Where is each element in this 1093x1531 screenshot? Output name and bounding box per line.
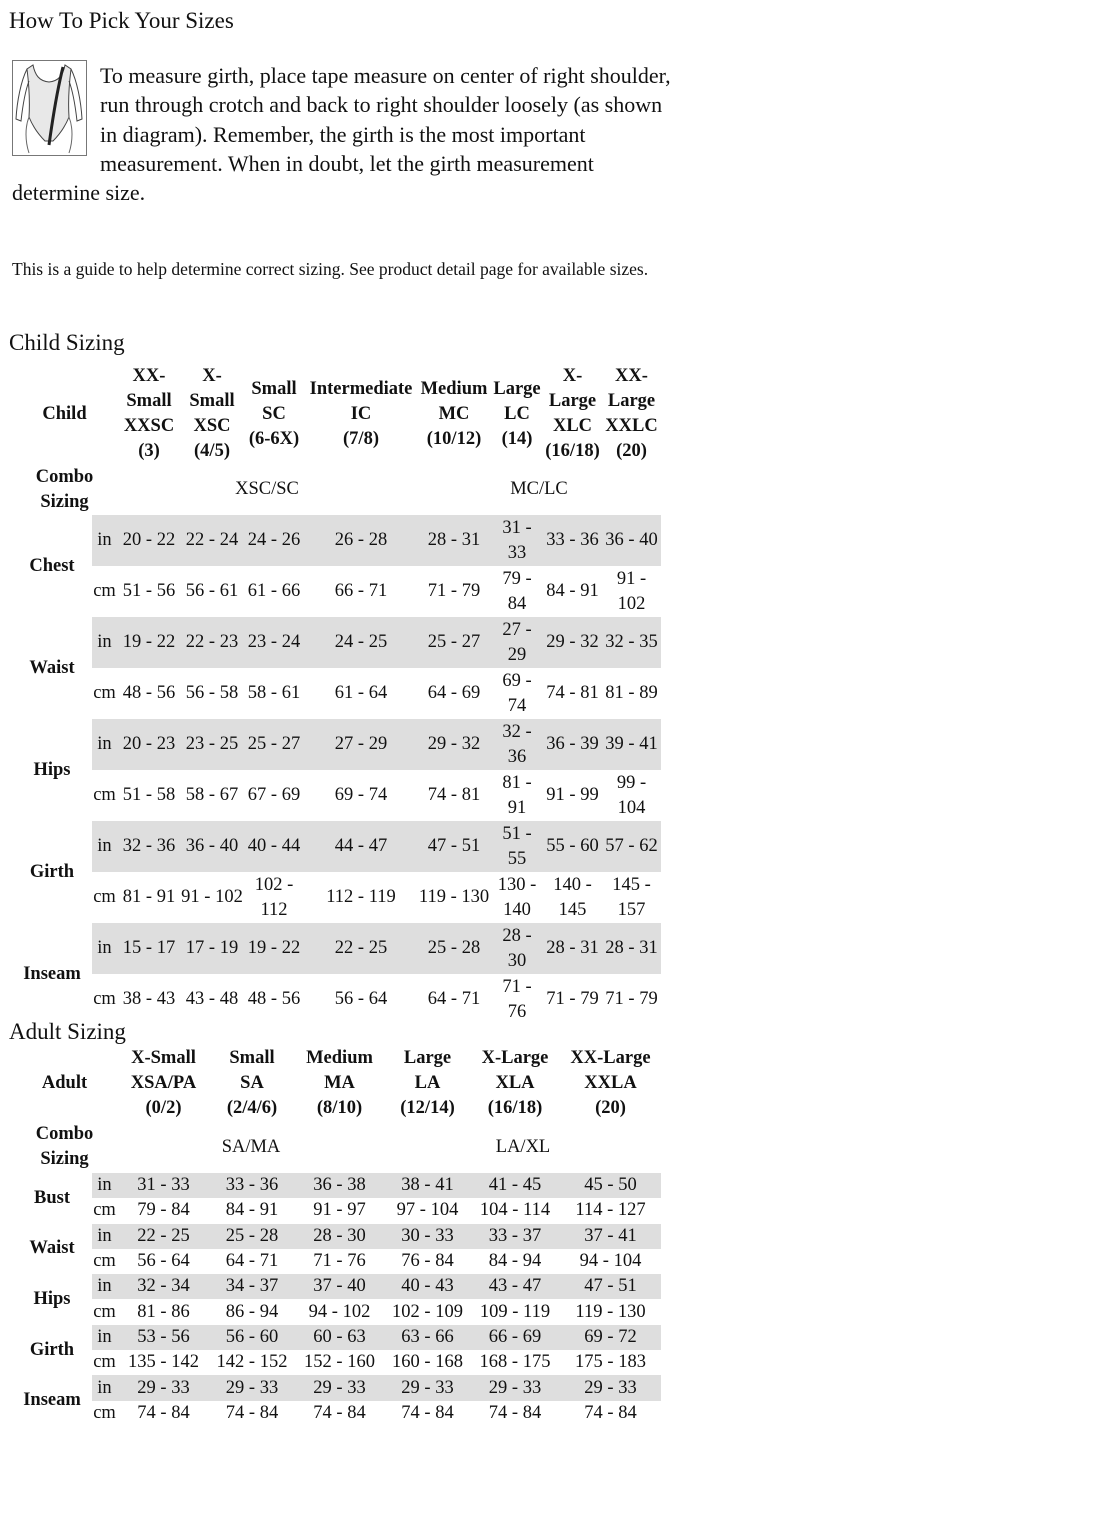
size-header-line: (4/5) — [194, 441, 230, 461]
size-header-line: MC — [438, 403, 470, 424]
table-cell: 48 - 56 — [247, 989, 301, 1009]
table-cell: 74 - 81 — [546, 683, 599, 703]
table-cell: 74 - 84 — [401, 1402, 454, 1423]
table-cell: 99 - 104 — [616, 772, 647, 818]
measurement-row — [12, 770, 661, 821]
unit-label: in — [92, 1173, 117, 1198]
table-cell: 56 - 64 — [137, 1251, 190, 1272]
size-header-line: Medium — [420, 378, 488, 399]
size-header — [417, 364, 491, 464]
table-corner-label: Child — [42, 403, 87, 424]
measuring-instructions: To measure girth, place tape measure on center of right shoulder, run through crotch and back to right shoulder loosely (as shown in diagram). Remember, the girth is the most important measurement. When in doubt, let the girth measurement determine size. — [12, 63, 671, 206]
table-cell: 112 - 119 — [326, 887, 396, 907]
table-cell: 29 - 32 — [543, 617, 602, 668]
size-header-line: SA — [240, 1073, 264, 1093]
table-cell: 64 - 71 — [427, 989, 481, 1009]
unit-label: cm — [93, 683, 116, 703]
table-cell: 31 - 33 — [491, 515, 543, 566]
table-cell: 32 - 36 — [117, 821, 181, 872]
measurement-row — [12, 566, 661, 617]
measurement-label: Girth — [29, 861, 75, 882]
table-cell: 24 - 25 — [305, 617, 417, 668]
table-cell: 71 - 79 — [546, 989, 599, 1009]
table-cell: 32 - 35 — [602, 617, 661, 668]
table-cell: 102 - 112 — [254, 874, 294, 920]
size-header-line: XX-Large — [570, 1048, 651, 1068]
size-header-line: (3) — [138, 441, 160, 461]
table-cell: 39 - 41 — [602, 719, 661, 770]
table-cell: 43 - 48 — [185, 989, 239, 1009]
table-cell: 109 - 119 — [479, 1301, 551, 1322]
measurement-row — [12, 1299, 661, 1324]
table-cell: 168 - 175 — [479, 1352, 551, 1373]
table-cell: 81 - 89 — [605, 683, 658, 703]
table-cell: 45 - 50 — [560, 1173, 661, 1198]
measurement-row — [12, 515, 661, 566]
measurement-row — [12, 668, 661, 719]
table-cell: 28 - 30 — [491, 923, 543, 974]
table-cell: 74 - 81 — [427, 785, 481, 805]
measurement-row — [12, 1325, 661, 1350]
table-cell: 51 - 56 — [122, 581, 176, 601]
table-cell: 51 - 55 — [491, 821, 543, 872]
table-cell: 76 - 84 — [401, 1251, 454, 1272]
combo-value: MC/LC — [510, 479, 568, 499]
table-cell: 22 - 25 — [305, 923, 417, 974]
measurement-label: Girth — [29, 1339, 75, 1360]
measurement-label: Hips — [33, 1288, 71, 1309]
size-header — [470, 1046, 560, 1121]
combo-sizing-label — [12, 1121, 117, 1173]
table-cell: 27 - 29 — [305, 719, 417, 770]
size-header — [210, 1046, 294, 1121]
unit-label: cm — [93, 989, 116, 1009]
measurement-label: Inseam — [23, 963, 81, 984]
table-cell: 25 - 27 — [417, 617, 491, 668]
page-title: How To Pick Your Sizes — [9, 8, 234, 33]
measurement-row — [12, 1224, 661, 1249]
table-cell: 32 - 36 — [491, 719, 543, 770]
table-cell: 24 - 26 — [243, 515, 305, 566]
table-cell: 43 - 47 — [470, 1274, 560, 1299]
combo-label-line: Sizing — [40, 1149, 89, 1169]
size-header-row — [12, 364, 661, 464]
child-sizing-title: Child Sizing — [9, 330, 125, 355]
table-cell: 91 - 102 — [181, 887, 243, 907]
combo-label-line: Combo — [35, 1124, 94, 1144]
table-cell: 60 - 63 — [294, 1325, 385, 1350]
size-header-line: (2/4/6) — [226, 1098, 278, 1118]
table-cell: 57 - 62 — [602, 821, 661, 872]
size-header-line: XX- — [132, 366, 166, 386]
table-cell: 119 - 130 — [418, 887, 490, 907]
table-cell: 28 - 31 — [543, 923, 602, 974]
table-cell: 69 - 74 — [334, 785, 388, 805]
size-header-line: Large — [493, 378, 541, 399]
size-header-line: XSA/PA — [130, 1073, 197, 1093]
size-header — [560, 1046, 661, 1121]
table-cell: 58 - 61 — [247, 683, 301, 703]
table-cell: 79 - 84 — [137, 1200, 190, 1221]
table-cell: 63 - 66 — [385, 1325, 470, 1350]
measurement-row — [12, 1375, 661, 1400]
unit-label: in — [92, 821, 117, 872]
child-sizing-table — [12, 364, 661, 1025]
size-header-line: XXLA — [584, 1073, 637, 1093]
table-cell: 37 - 40 — [294, 1274, 385, 1299]
table-cell: 61 - 64 — [334, 683, 388, 703]
table-cell: 36 - 40 — [602, 515, 661, 566]
unit-label: in — [92, 719, 117, 770]
table-cell: 48 - 56 — [122, 683, 176, 703]
table-cell: 55 - 60 — [543, 821, 602, 872]
table-cell: 28 - 31 — [602, 923, 661, 974]
table-cell: 28 - 30 — [294, 1224, 385, 1249]
table-cell: 56 - 64 — [334, 989, 388, 1009]
table-cell: 69 - 72 — [560, 1325, 661, 1350]
size-header-line: (16/18) — [487, 1098, 543, 1118]
measurement-row — [12, 617, 661, 668]
table-cell: 29 - 33 — [470, 1375, 560, 1400]
unit-label: cm — [93, 887, 116, 907]
unit-label: in — [92, 1274, 117, 1299]
table-cell: 114 - 127 — [575, 1200, 646, 1221]
unit-label: in — [92, 1325, 117, 1350]
size-header-line: XXLC — [605, 416, 658, 436]
size-header — [491, 364, 543, 464]
table-cell: 91 - 97 — [313, 1200, 366, 1221]
unit-label: in — [92, 515, 117, 566]
size-header-line: (8/10) — [316, 1098, 363, 1118]
table-cell: 47 - 51 — [560, 1274, 661, 1299]
table-cell: 56 - 60 — [210, 1325, 294, 1350]
table-cell: 20 - 23 — [117, 719, 181, 770]
table-cell: 22 - 25 — [117, 1224, 210, 1249]
size-header — [117, 1046, 210, 1121]
table-cell: 28 - 31 — [417, 515, 491, 566]
table-cell: 58 - 67 — [185, 785, 239, 805]
size-header-line: Small — [126, 391, 172, 411]
size-header-line: (6-6X) — [248, 428, 300, 449]
size-header-line: Medium — [306, 1048, 373, 1068]
size-header — [602, 364, 661, 464]
measurement-row — [12, 1274, 661, 1299]
sizing-guide-note: This is a guide to help determine correct sizing. See product detail page for available sizes. — [12, 259, 649, 279]
size-header-line: (7/8) — [343, 428, 379, 449]
measurement-row — [12, 719, 661, 770]
size-header-line: XXSC — [123, 416, 175, 436]
adult-sizing-title: Adult Sizing — [9, 1019, 126, 1044]
table-cell: 84 - 91 — [546, 581, 599, 601]
combo-sizing-row — [12, 1121, 661, 1173]
size-header — [385, 1046, 470, 1121]
unit-label: in — [92, 1224, 117, 1249]
table-cell: 71 - 79 — [605, 989, 658, 1009]
unit-label: in — [92, 617, 117, 668]
table-cell: 94 - 102 — [308, 1301, 371, 1322]
unit-label: cm — [93, 1352, 116, 1373]
table-cell: 33 - 37 — [470, 1224, 560, 1249]
table-cell: 40 - 44 — [243, 821, 305, 872]
size-header-line: X- — [562, 366, 583, 386]
size-header-line: (10/12) — [426, 428, 482, 449]
table-cell: 56 - 61 — [185, 581, 239, 601]
table-cell: 140 - 145 — [553, 874, 592, 920]
table-cell: 51 - 58 — [122, 785, 176, 805]
table-cell: 175 - 183 — [575, 1352, 646, 1373]
table-cell: 25 - 28 — [417, 923, 491, 974]
table-cell: 32 - 34 — [117, 1274, 210, 1299]
size-header-line: X- — [202, 366, 222, 386]
unit-label: cm — [93, 785, 116, 805]
table-cell: 84 - 91 — [225, 1200, 279, 1221]
table-cell: 33 - 36 — [210, 1173, 294, 1198]
table-cell: 97 - 104 — [396, 1200, 459, 1221]
table-cell: 91 - 102 — [616, 568, 647, 614]
table-cell: 91 - 99 — [546, 785, 599, 805]
size-header-line: IC — [350, 403, 372, 424]
table-cell: 74 - 84 — [137, 1402, 190, 1423]
unit-label: in — [92, 1375, 117, 1400]
size-header-line: Large — [607, 391, 656, 411]
size-header-line: XSC — [193, 416, 231, 436]
table-cell: 25 - 27 — [243, 719, 305, 770]
table-cell: 71 - 76 — [502, 976, 532, 1022]
table-cell: 41 - 45 — [470, 1173, 560, 1198]
table-cell: 71 - 76 — [313, 1251, 366, 1272]
table-cell: 53 - 56 — [117, 1325, 210, 1350]
size-header-line: Large — [548, 391, 597, 411]
table-cell: 29 - 33 — [560, 1375, 661, 1400]
size-header-line: X-Small — [131, 1048, 196, 1068]
combo-label-line: Combo — [35, 466, 94, 487]
measurement-label: Hips — [33, 759, 71, 780]
measurement-label: Bust — [34, 1187, 70, 1208]
size-header-line: (20) — [616, 441, 647, 461]
table-cell: 81 - 86 — [137, 1301, 190, 1322]
table-cell: 47 - 51 — [417, 821, 491, 872]
measurement-row — [12, 923, 661, 974]
table-cell: 84 - 94 — [488, 1251, 542, 1272]
size-header-line: (16/18) — [545, 441, 600, 461]
combo-label-line: Sizing — [40, 491, 89, 512]
table-cell: 23 - 24 — [243, 617, 305, 668]
combo-sizing-row — [12, 464, 661, 515]
measurement-label: Waist — [29, 657, 75, 678]
measurement-label: Inseam — [23, 1390, 81, 1411]
table-cell: 119 - 130 — [575, 1301, 646, 1322]
table-corner-label: Adult — [41, 1073, 88, 1093]
unit-label: cm — [93, 1251, 116, 1272]
table-cell: 33 - 36 — [543, 515, 602, 566]
table-cell: 94 - 104 — [579, 1251, 642, 1272]
size-header-line: XLC — [552, 416, 593, 436]
combo-value: XSC/SC — [235, 479, 299, 499]
size-header-line: Large — [403, 1048, 452, 1068]
adult-sizing-table — [12, 1046, 661, 1426]
table-cell: 145 - 157 — [612, 874, 651, 920]
measurement-label: Waist — [29, 1238, 75, 1259]
unit-label: cm — [93, 1301, 116, 1322]
table-cell: 135 - 142 — [128, 1352, 199, 1373]
table-cell: 23 - 25 — [181, 719, 243, 770]
size-header-line: MA — [324, 1073, 355, 1093]
unit-label: in — [92, 923, 117, 974]
measurement-row — [12, 872, 661, 923]
table-cell: 130 - 140 — [497, 874, 537, 920]
table-cell: 56 - 58 — [185, 683, 239, 703]
table-cell: 29 - 33 — [210, 1375, 294, 1400]
table-cell: 66 - 71 — [334, 581, 388, 601]
size-header — [305, 364, 417, 464]
measurement-row — [12, 1249, 661, 1274]
table-cell: 160 - 168 — [392, 1352, 463, 1373]
combo-value: LA/XL — [495, 1136, 551, 1157]
size-header-line: Small — [189, 391, 235, 411]
measurement-row — [12, 1198, 661, 1223]
table-cell: 29 - 33 — [385, 1375, 470, 1400]
table-cell: 26 - 28 — [305, 515, 417, 566]
size-header-line: (14) — [501, 428, 533, 449]
table-cell: 29 - 33 — [117, 1375, 210, 1400]
table-cell: 27 - 29 — [491, 617, 543, 668]
size-header-line: (0/2) — [145, 1098, 182, 1118]
size-header — [117, 364, 181, 464]
unit-label: cm — [93, 581, 116, 601]
table-cell: 74 - 84 — [225, 1402, 279, 1423]
combo-value: SA/MA — [221, 1136, 281, 1157]
measurement-row — [12, 821, 661, 872]
table-cell: 31 - 33 — [117, 1173, 210, 1198]
table-cell: 66 - 69 — [470, 1325, 560, 1350]
measurement-row — [12, 1401, 661, 1426]
table-cell: 15 - 17 — [117, 923, 181, 974]
table-cell: 81 - 91 — [502, 772, 532, 818]
table-cell: 29 - 33 — [294, 1375, 385, 1400]
table-cell: 17 - 19 — [181, 923, 243, 974]
table-cell: 36 - 39 — [543, 719, 602, 770]
measurement-label: Chest — [29, 555, 75, 576]
table-cell: 74 - 84 — [584, 1402, 637, 1423]
unit-label: cm — [93, 1402, 116, 1423]
size-header-line: SC — [262, 403, 286, 424]
table-cell: 86 - 94 — [225, 1301, 279, 1322]
table-cell: 142 - 152 — [216, 1352, 288, 1373]
table-cell: 29 - 32 — [417, 719, 491, 770]
unit-label: cm — [93, 1200, 116, 1221]
table-cell: 152 - 160 — [304, 1352, 375, 1373]
measurement-row — [12, 1173, 661, 1198]
table-cell: 69 - 74 — [502, 670, 532, 716]
table-cell: 30 - 33 — [385, 1224, 470, 1249]
table-cell: 38 - 41 — [385, 1173, 470, 1198]
size-header-line: XLA — [495, 1073, 535, 1093]
table-cell: 64 - 69 — [427, 683, 481, 703]
table-cell: 22 - 24 — [181, 515, 243, 566]
size-header-row — [12, 1046, 661, 1121]
measurement-row — [12, 974, 661, 1025]
size-header-line: X-Large — [481, 1048, 549, 1068]
table-cell: 20 - 22 — [117, 515, 181, 566]
table-cell: 74 - 84 — [313, 1402, 366, 1423]
size-header — [181, 364, 243, 464]
size-header — [243, 364, 305, 464]
table-cell: 36 - 40 — [181, 821, 243, 872]
table-cell: 71 - 79 — [427, 581, 481, 601]
size-header — [294, 1046, 385, 1121]
size-header — [543, 364, 602, 464]
table-cell: 74 - 84 — [488, 1402, 542, 1423]
table-cell: 37 - 41 — [560, 1224, 661, 1249]
size-header-line: Small — [229, 1048, 275, 1068]
table-cell: 102 - 109 — [392, 1301, 463, 1322]
table-cell: 36 - 38 — [294, 1173, 385, 1198]
table-cell: 79 - 84 — [502, 568, 532, 614]
table-cell: 19 - 22 — [243, 923, 305, 974]
table-cell: 40 - 43 — [385, 1274, 470, 1299]
size-header-line: LC — [504, 403, 530, 424]
table-cell: 104 - 114 — [479, 1200, 551, 1221]
combo-sizing-label — [12, 464, 117, 515]
table-cell: 34 - 37 — [210, 1274, 294, 1299]
table-cell: 44 - 47 — [305, 821, 417, 872]
size-header-line: Intermediate — [309, 378, 413, 399]
size-header-line: (12/14) — [400, 1098, 455, 1118]
size-header-line: (20) — [595, 1098, 626, 1118]
table-cell: 25 - 28 — [210, 1224, 294, 1249]
table-cell: 67 - 69 — [247, 785, 301, 805]
table-cell: 64 - 71 — [225, 1251, 279, 1272]
table-cell: 19 - 22 — [117, 617, 181, 668]
table-cell: 61 - 66 — [247, 581, 301, 601]
table-cell: 81 - 91 — [122, 887, 176, 907]
table-cell: 22 - 23 — [181, 617, 243, 668]
size-header-line: LA — [414, 1073, 441, 1093]
table-cell: 38 - 43 — [122, 989, 176, 1009]
size-header-line: Small — [251, 378, 297, 399]
size-header-line: XX- — [615, 366, 648, 386]
measurement-row — [12, 1350, 661, 1375]
